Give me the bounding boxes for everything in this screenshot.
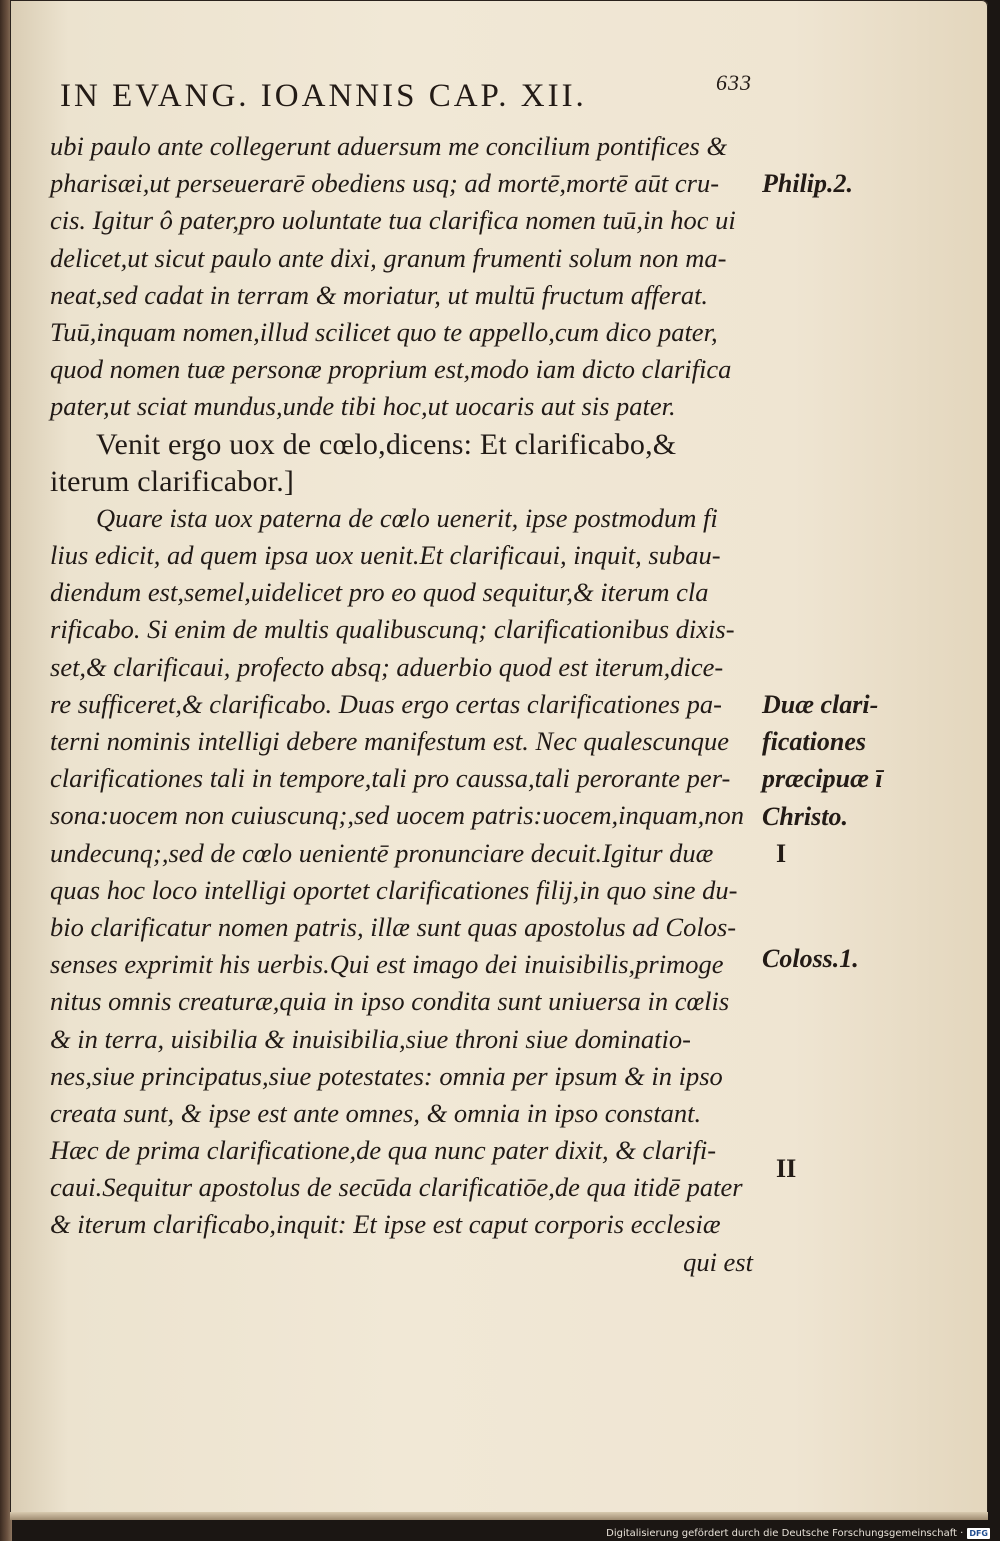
- text-line: ubi paulo ante collegerunt aduersum me concilium pontifices &: [50, 131, 728, 161]
- text-line: lius edicit, ad quem ipsa uox uenit.Et clarificaui, inquit, subau-: [50, 540, 721, 571]
- running-title: IN EVANG. IOANNIS CAP. XII.: [60, 78, 587, 114]
- catchword: qui est: [683, 1246, 753, 1277]
- text-line: re sufficeret,& clarificabo. Duas ergo certas clarificationes pa-: [50, 688, 722, 719]
- page-bottom-edge: [10, 1512, 988, 1520]
- text-line: sona:uocem non cuiuscunq;,sed uocem patris:uocem,inquam,non: [50, 800, 745, 831]
- margin-note-line: Christo.: [762, 801, 848, 831]
- text-line: pater,ut sciat mundus,unde tibi hoc,ut uocaris aut sis pater.: [50, 391, 676, 422]
- text-line: bio clarificatur nomen patris, illæ sunt quas apostolus ad Colos-: [50, 911, 737, 942]
- margin-numeral: I: [776, 838, 787, 868]
- main-text-block: [50, 128, 755, 1281]
- text-line: cis. Igitur ô pater,pro uoluntate tua clarifica nomen tuū,in hoc ui: [50, 205, 736, 236]
- text-line: neat,sed cadat in terram & moriatur, ut multū fructum afferat.: [50, 279, 709, 310]
- digitization-credit: [606, 1526, 990, 1540]
- running-header: [60, 70, 752, 124]
- margin-note-line: præcipuæ ī: [762, 764, 883, 794]
- text-line: caui.Sequitur apostolus de secūda clarificatiōe,de qua itidē pater: [50, 1172, 743, 1203]
- margin-note-duae: [762, 686, 887, 872]
- text-line: creata sunt, & ipse est ante omnes, & omnia in ipso constant.: [50, 1097, 702, 1128]
- margin-note-philip: [762, 165, 887, 202]
- lemma-line: Venit ergo uox de cœlo,dicens: Et clarificabo,&: [96, 427, 677, 461]
- margin-note-line: Philip.2.: [762, 169, 854, 198]
- text-line: pharisæi,ut perseuerarē obediens usq; ad mortē,mortē aūt cru-: [50, 168, 720, 199]
- text-line: quod nomen tuæ personæ proprium est,modo iam dicto clarifica: [50, 354, 732, 385]
- credit-text: Digitalisierung gefördert durch die Deutsche Forschungsgemeinschaft ·: [606, 1527, 964, 1539]
- text-line: terni nominis intelligi debere manifestum est. Nec qualescunque: [50, 726, 730, 756]
- margin-note-line: Duæ clari-: [762, 690, 879, 719]
- text-line: nes,siue principatus,siue potestates: omnia per ipsum & in ipso: [50, 1060, 723, 1091]
- text-line: Tuū,inquam nomen,illud scilicet quo te appello,cum dico pater,: [50, 316, 718, 347]
- text-line: undecunq;,sed de cœlo uenientē pronunciare decuit.Igitur duæ: [50, 837, 714, 868]
- text-line: & iterum clarificabo,inquit: Et ipse est caput corporis ecclesiæ: [50, 1209, 721, 1240]
- text-line: Quare ista uox paterna de cœlo uenerit, ipse postmodum fi: [96, 502, 718, 533]
- margin-numeral: II: [776, 1154, 797, 1183]
- text-line: senses exprimit his uerbis.Qui est imago dei inuisibilis,primoge: [50, 949, 724, 980]
- text-line: rificabo. Si enim de multis qualibuscunq; clarificationibus dixis-: [50, 614, 735, 645]
- margin-note-second: [762, 1150, 887, 1187]
- dfg-logo: DFG: [969, 1528, 988, 1538]
- text-line: diendum est,semel,uidelicet pro eo quod sequitur,& iterum cla: [50, 577, 709, 608]
- text-line: Hæc de prima clarificatione,de qua nunc pater dixit, & clarifi-: [50, 1135, 717, 1166]
- text-line: nitus omnis creaturæ,quia in ipso condita sunt uniuersa in cœlis: [50, 986, 730, 1017]
- margin-note-coloss: [762, 940, 887, 977]
- margin-note-line: ficationes: [762, 727, 866, 757]
- lemma-line: iterum clarificabor.]: [50, 464, 295, 498]
- text-line: set,& clarificaui, profecto absq; aduerbio quod est iterum,dice-: [50, 651, 724, 682]
- text-line: quas hoc loco intelligi oportet clarificationes filij,in quo sine du-: [50, 874, 738, 905]
- text-line: & in terra, uisibilia & inuisibilia,siue throni siue dominatio-: [50, 1023, 691, 1054]
- margin-note-line: Coloss.1.: [762, 944, 859, 973]
- text-line: delicet,ut sicut paulo ante dixi, granum frumenti solum non ma-: [50, 242, 727, 273]
- text-line: clarificationes tali in tempore,tali pro caussa,tali perorante per-: [50, 763, 731, 794]
- folio-number: 633: [716, 70, 752, 95]
